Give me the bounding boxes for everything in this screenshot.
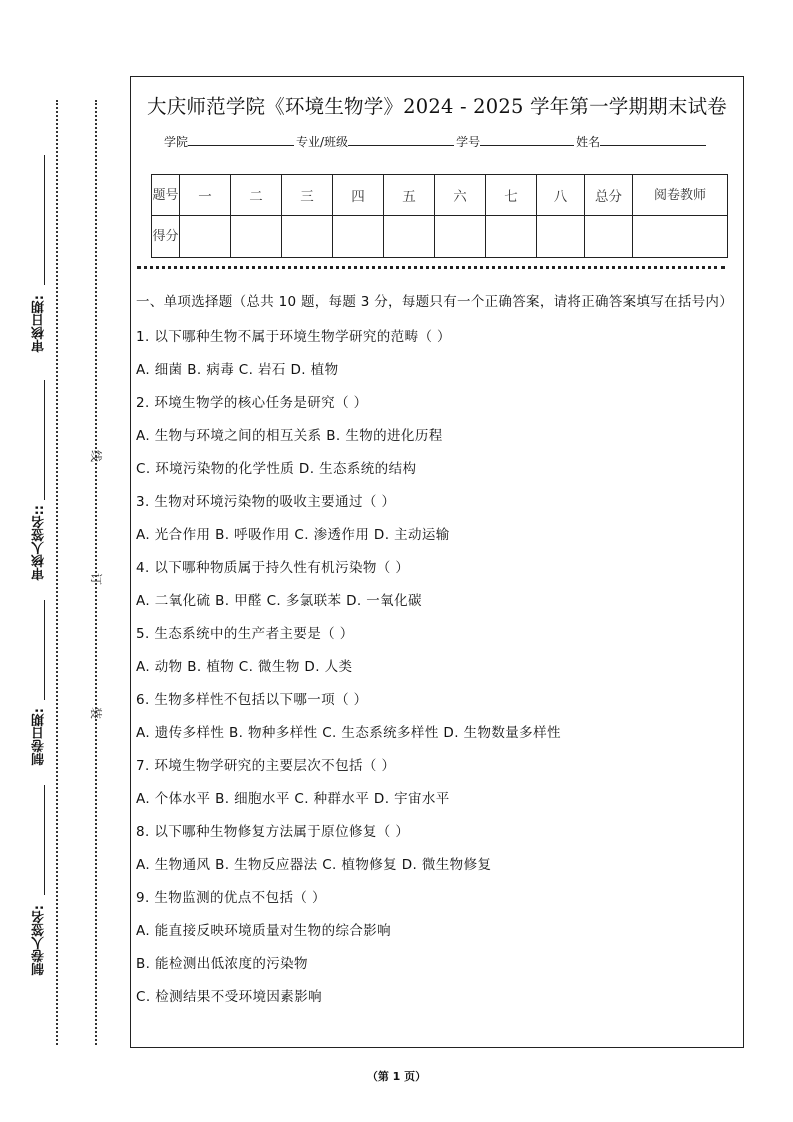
question-text: 5. 生态系统中的生产者主要是（ ）	[136, 626, 354, 642]
question-text: 7. 环境生物学研究的主要层次不包括（ ）	[136, 758, 396, 774]
question-list	[136, 321, 736, 1014]
binding-bind-char: 订	[90, 571, 103, 586]
question-text: 2. 环境生物学的核心任务是研究（ ）	[136, 395, 368, 411]
question-options: A. 生物与环境之间的相互关系 B. 生物的进化历程	[136, 428, 443, 444]
student-id-field[interactable]	[480, 133, 574, 146]
score-cell-reviewer[interactable]	[633, 216, 728, 258]
col-header-total: 总分	[585, 175, 633, 216]
score-cell[interactable]	[384, 216, 435, 258]
header-separator	[137, 266, 725, 269]
reviewer-date-label: 审核日期:	[32, 295, 47, 353]
maker-date-label: 制卷日期:	[32, 708, 47, 766]
col-header: 一	[180, 175, 231, 216]
exam-frame	[130, 76, 744, 1048]
question-text: 3. 生物对环境污染物的吸收主要通过（ ）	[136, 494, 396, 510]
score-cell[interactable]	[537, 216, 585, 258]
score-cell[interactable]	[282, 216, 333, 258]
maker-date-line	[44, 600, 45, 700]
score-cell-total[interactable]	[585, 216, 633, 258]
question-options: B. 能检测出低浓度的污染物	[136, 956, 308, 972]
binding-dotted-line-left	[56, 100, 58, 1045]
question-options: A. 生物通风 B. 生物反应器法 C. 植物修复 D. 微生物修复	[136, 857, 492, 873]
col-header: 六	[435, 175, 486, 216]
question-text: 1. 以下哪种生物不属于环境生物学研究的范畴（ ）	[136, 329, 451, 345]
binding-margin	[0, 0, 128, 1122]
exam-title: 大庆师范学院《环境生物学》2024 - 2025 学年第一学期期末试卷	[147, 95, 727, 118]
col-header: 八	[537, 175, 585, 216]
col-header-reviewer: 阅卷教师	[633, 175, 728, 216]
question-text: 9. 生物监测的优点不包括（ ）	[136, 890, 326, 906]
questions-content	[136, 291, 736, 1014]
reviewer-sign-label: 审核人签名::	[32, 505, 47, 581]
binding-line-char: 线	[90, 448, 103, 463]
question-options: A. 动物 B. 植物 C. 微生物 D. 人类	[136, 659, 353, 675]
question-text: 8. 以下哪种生物修复方法属于原位修复（ ）	[136, 824, 410, 840]
score-cell[interactable]	[180, 216, 231, 258]
question-options: C. 检测结果不受环境因素影响	[136, 989, 323, 1005]
question-text: 4. 以下哪种物质属于持久性有机污染物（ ）	[136, 560, 410, 576]
question-options: A. 二氧化硫 B. 甲醛 C. 多氯联苯 D. 一氧化碳	[136, 593, 422, 609]
binding-mount-char: 装	[90, 705, 103, 720]
page-footer: （第 1 页）	[366, 1070, 427, 1083]
question-options: C. 环境污染物的化学性质 D. 生态系统的结构	[136, 461, 417, 477]
score-table	[151, 174, 728, 258]
col-header: 三	[282, 175, 333, 216]
question-options: A. 光合作用 B. 呼吸作用 C. 渗透作用 D. 主动运输	[136, 527, 450, 543]
row-label-question-no: 题号	[152, 175, 180, 216]
question-options: A. 细菌 B. 病毒 C. 岩石 D. 植物	[136, 362, 339, 378]
college-field[interactable]	[188, 133, 294, 146]
maker-sign-line	[44, 785, 45, 895]
section-heading: 一、单项选择题（总共 10 题，每题 3 分，每题只有一个正确答案，请将正确答案填写在括号内）	[136, 294, 734, 310]
major-label: 专业/班级	[296, 135, 349, 149]
score-cell[interactable]	[486, 216, 537, 258]
score-cell[interactable]	[231, 216, 282, 258]
question-options: A. 遗传多样性 B. 物种多样性 C. 生态系统多样性 D. 生物数量多样性	[136, 725, 561, 741]
score-table-header-row	[152, 175, 728, 216]
major-field[interactable]	[348, 133, 454, 146]
col-header: 二	[231, 175, 282, 216]
col-header: 四	[333, 175, 384, 216]
student-id-label: 学号	[456, 135, 481, 149]
score-cell[interactable]	[435, 216, 486, 258]
college-label: 学院	[164, 135, 189, 149]
col-header: 五	[384, 175, 435, 216]
student-info-row	[164, 133, 708, 150]
reviewer-sign-line	[44, 380, 45, 500]
score-cell[interactable]	[333, 216, 384, 258]
question-options: A. 个体水平 B. 细胞水平 C. 种群水平 D. 宇宙水平	[136, 791, 450, 807]
name-field[interactable]	[600, 133, 706, 146]
question-options: A. 能直接反映环境质量对生物的综合影响	[136, 923, 392, 939]
row-label-score: 得分	[152, 216, 180, 258]
reviewer-date-line	[44, 155, 45, 285]
score-table-score-row	[152, 216, 728, 258]
question-text: 6. 生物多样性不包括以下哪一项（ ）	[136, 692, 368, 708]
col-header: 七	[486, 175, 537, 216]
maker-sign-label: 制卷人签名:	[32, 905, 47, 976]
name-label: 姓名	[576, 135, 601, 149]
